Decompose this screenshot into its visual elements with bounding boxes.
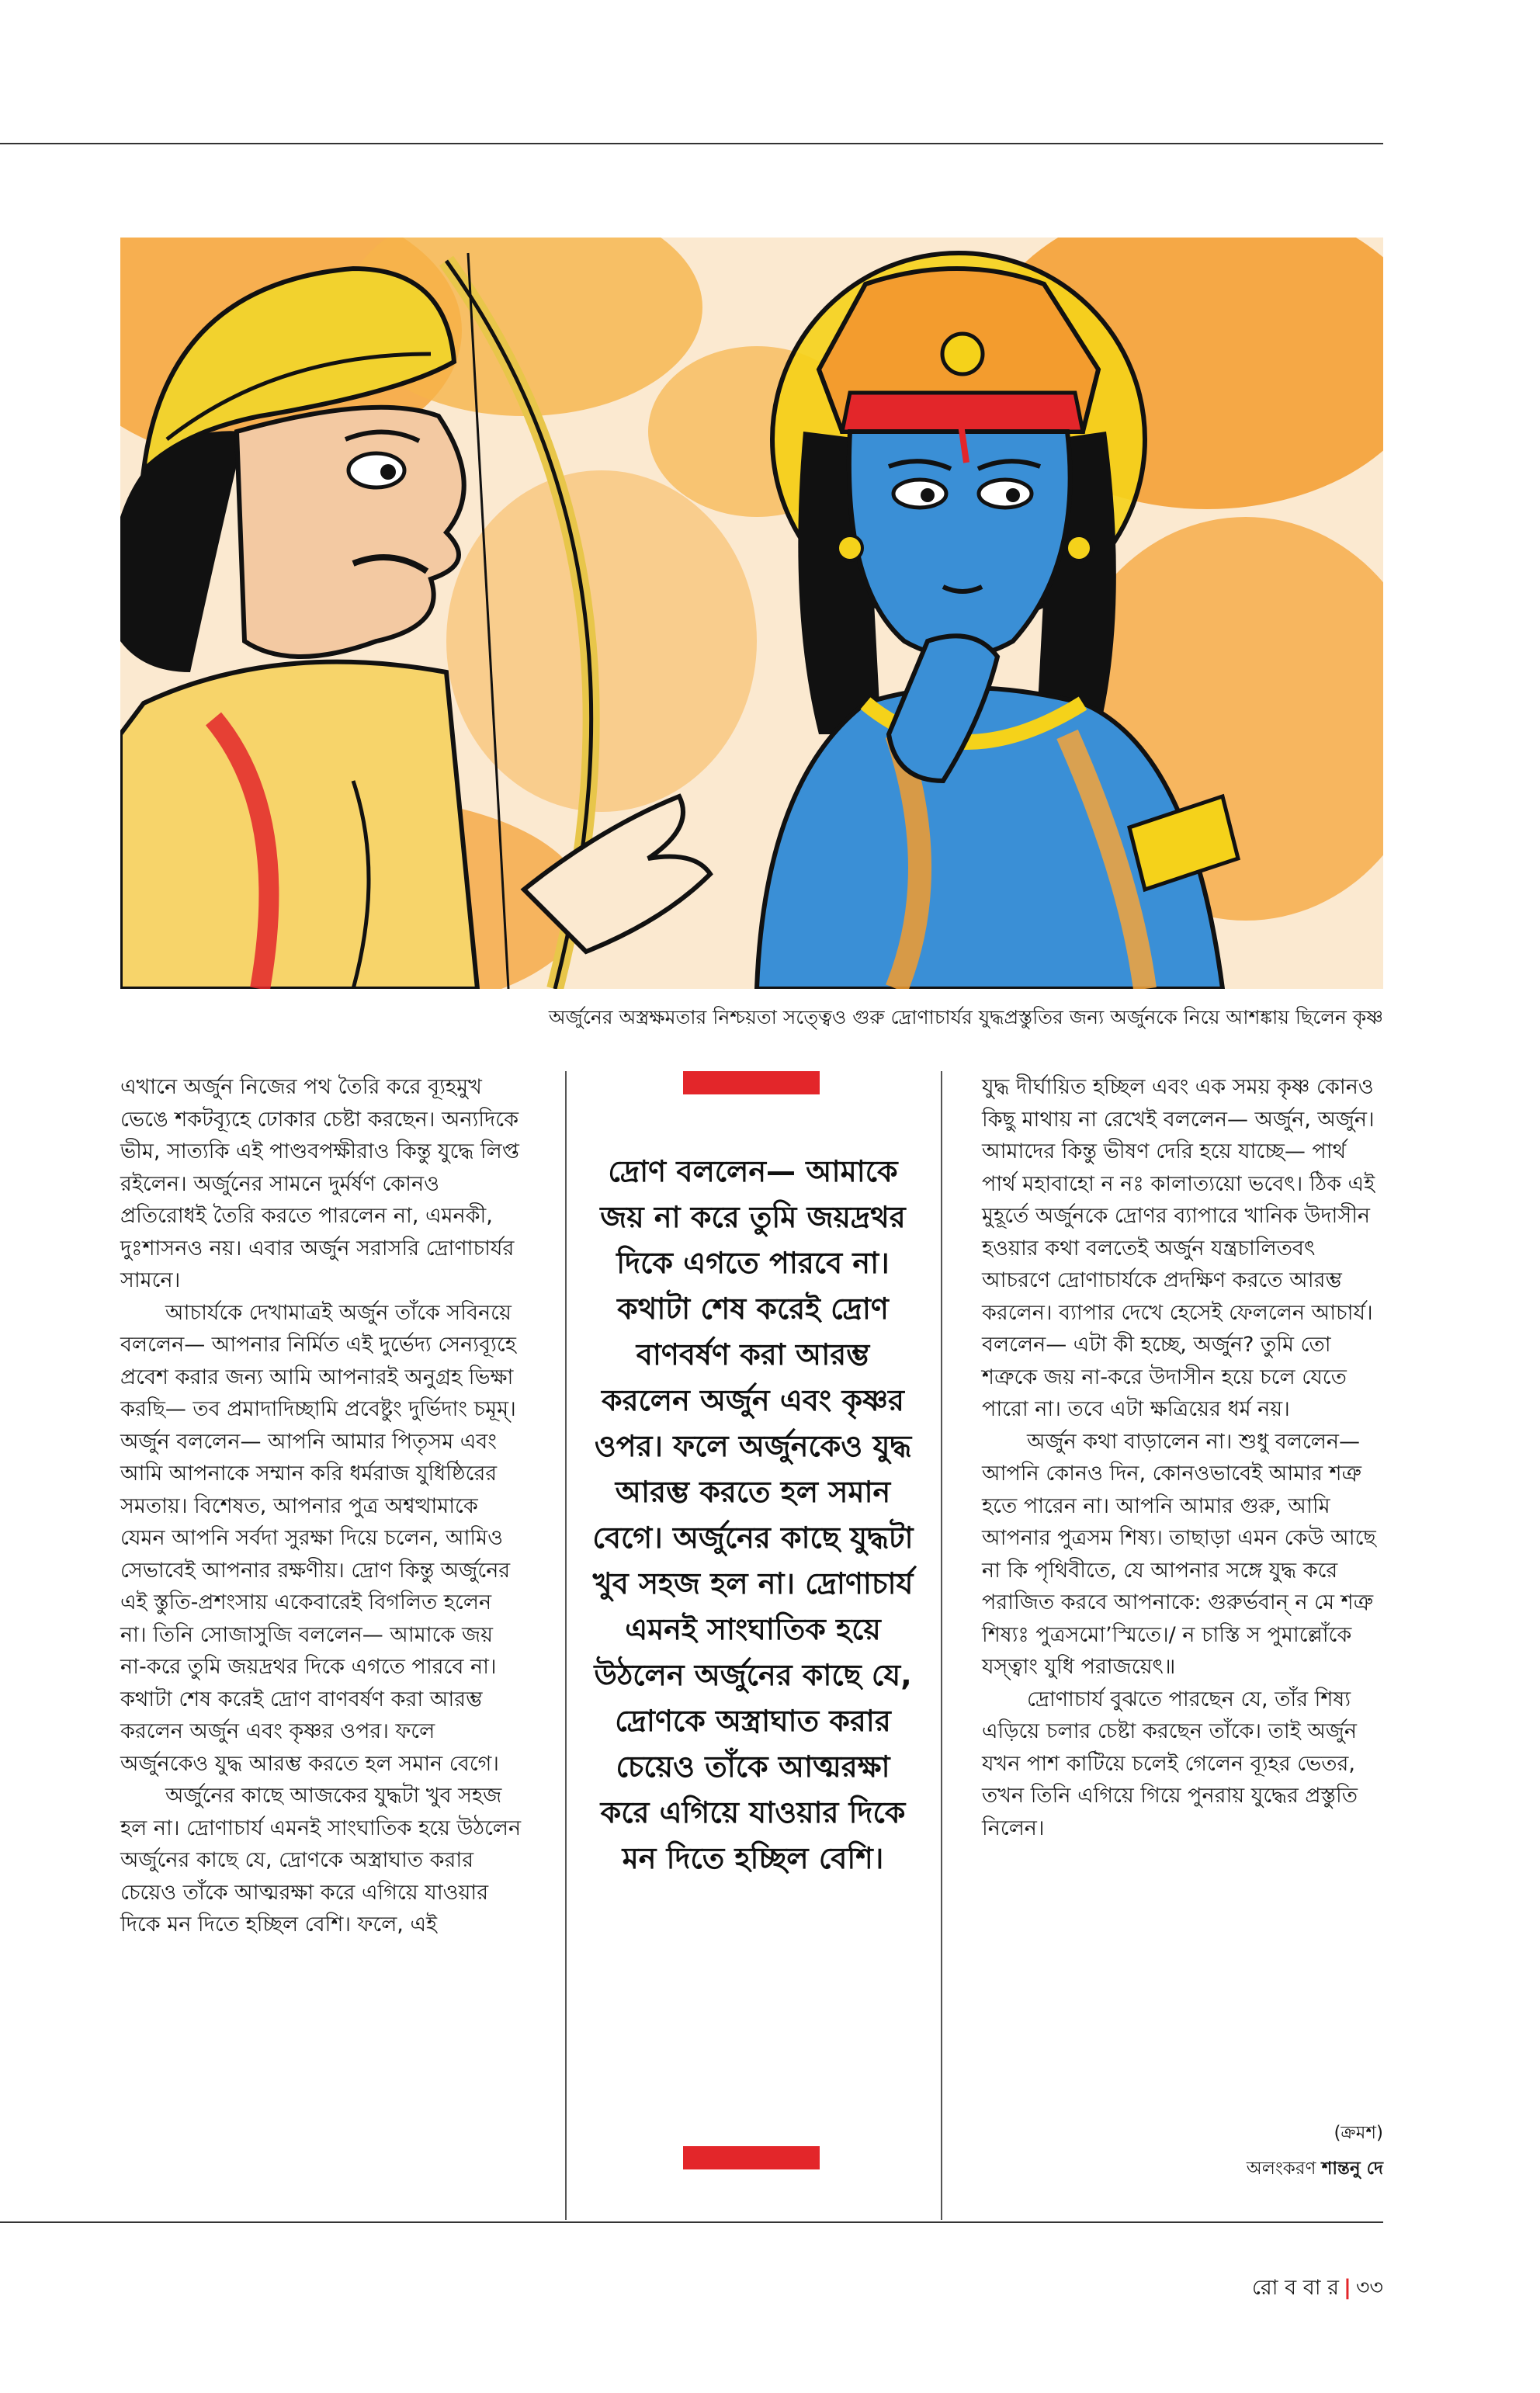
left-paragraph-1: এখানে অর্জুন নিজের পথ তৈরি করে ব্যূহমুখ ভেঙে শকটব্যূহে ঢোকার চেষ্টা করছেন। অন্যদিকে ভীম, সাত্যকি এই পাণ্ডবপক্ষীরাও কিন্তু যুদ্ধে লিপ্ত রইলেন। অর্জুনের সামনে দুর্মর্ষণ কোনও প্রতিরোধই তৈরি করতে পারলেন না, এমনকী, দুঃশাসনও নয়। এবার অর্জুন সরাসরি দ্রোণাচার্যর সামনে। (120, 1075, 519, 1292)
pull-quote: দ্রোণ বললেন— আমাকে জয় না করে তুমি জয়দ্রথর দিকে এগতে পারবে না। কথাটা শেষ করেই দ্রোণ বাণবর্ষণ করা আরম্ভ করলেন অর্জুন এবং কৃষ্ণর ওপর। ফলে অর্জুনকেও যুদ্ধ আরম্ভ করতে হল সমান বেগে। অর্জুনের কাছে যুদ্ধটা খুব সহজ হল না। দ্রোণাচার্য এমনই সাংঘাতিক হয়ে উঠলেন অর্জুনের কাছে যে, দ্রোণকে অস্ত্রাঘাত করার চেয়েও তাঁকে আত্মরক্ষা করে এগিয়ে যাওয়ার দিকে মন দিতে হচ্ছিল বেশি। (592, 1154, 914, 1875)
artist-credit-prefix: অলংকরণ (1246, 2159, 1316, 2179)
column-divider-right (941, 1071, 942, 2220)
footer-separator: | (1344, 2276, 1351, 2300)
right-paragraph-3: দ্রোণাচার্য বুঝতে পারছেন যে, তাঁর শিষ্য এড়িয়ে চলার চেষ্টা করছেন তাঁকে। তাই অর্জুন যখন পাশ কাটিয়ে চলেই গেলেন ব্যূহর ভেতর, তখন তিনি এগিয়ে গিয়ে পুনরায় যুদ্ধের প্রস্তুতি নিলেন। (982, 1687, 1358, 1840)
artist-credit (982, 2156, 1383, 2181)
illustration-arjuna-krishna (120, 238, 1383, 989)
right-paragraph-1: যুদ্ধ দীর্ঘায়িত হচ্ছিল এবং এক সময় কৃষ্ণ কোনও কিছু মাথায় না রেখেই বললেন— অর্জুন, অর্জুন। আমাদের কিন্তু ভীষণ দেরি হয়ে যাচ্ছে— পার্থ পার্থ মহাবাহো ন নঃ কালাত্যয়ো ভবেৎ। ঠিক এই মুহূর্তে অর্জুনকে দ্রোণর ব্যাপারে খানিক উদাসীন হওয়ার কথা বলতেই অর্জুন যন্ত্রচালিতবৎ আচরণে দ্রোণাচার্যকে প্রদক্ষিণ করতে আরম্ভ করলেন। ব্যাপার দেখে হেসেই ফেললেন আচার্য। বললেন— এটা কী হচ্ছে, অর্জুন? তুমি তো শত্রুকে জয় না-করে উদাসীন হয়ে চলে যেতে পারো না। তবে এটা ক্ষত্রিয়ের ধর্ম নয়। (982, 1075, 1375, 1421)
page-number: ৩৩ (1355, 2276, 1383, 2300)
pull-quote-bar-top (683, 1071, 820, 1094)
left-paragraph-3: অর্জুনের কাছে আজকের যুদ্ধটা খুব সহজ হল না। দ্রোণাচার্য এমনই সাংঘাতিক হয়ে উঠলেন অর্জুনের কাছে যে, দ্রোণকে অস্ত্রাঘাত করার চেয়েও তাঁকে আত্মরক্ষা করে এগিয়ে যাওয়ার দিকে মন দিতে হচ্ছিল বেশি। ফলে, এই (120, 1784, 522, 1937)
magazine-name: রো ব বা র (1251, 2276, 1339, 2300)
serial-note: (ক্রমশ) (1334, 2123, 1383, 2143)
bottom-rule (0, 2221, 1383, 2223)
artist-credit-name: শান্তনু দে (1321, 2159, 1383, 2179)
left-paragraph-2: আচার্যকে দেখামাত্রই অর্জুন তাঁকে সবিনয়ে বললেন— আপনার নির্মিত এই দুর্ভেদ্য সেন্যব্যূহে প্রবেশ করার জন্য আমি আপনারই অনুগ্রহ ভিক্ষা করছি— তব প্রমাদাদিচ্ছামি প্রবেষ্টুং দুর্ভিদাং চমূম্। অর্জুন বললেন— আপনি আমার পিতৃসম এবং আমি আপনাকে সম্মান করি ধর্মরাজ যুধিষ্ঠিরের সমতায়। বিশেষত, আপনার পুত্র অশ্বত্থামাকে যেমন আপনি সর্বদা সুরক্ষা দিয়ে চলেন, আমিও সেভাবেই আপনার রক্ষণীয়। দ্রোণ কিন্তু অর্জুনের এই স্তুতি-প্রশংসায় একেবারেই বিগলিত হলেন না। তিনি সোজাসুজি বললেন— আমাকে জয় না-করে তুমি জয়দ্রথর দিকে এগতে পারবে না। কথাটা শেষ করেই দ্রোণ বাণবর্ষণ করা আরম্ভ করলেন অর্জুন এবং কৃষ্ণর ওপর। ফলে অর্জুনকেও যুদ্ধ আরম্ভ করতে হল সমান বেগে। (120, 1300, 516, 1776)
illustration-artwork (120, 238, 1383, 989)
top-rule (0, 143, 1383, 144)
column-divider-left (565, 1071, 567, 2220)
left-column (120, 1071, 524, 1941)
right-column (982, 1071, 1383, 1844)
page-footer (982, 2274, 1383, 2302)
illustration-caption: অর্জুনের অস্ত্রক্ষমতার নিশ্চয়তা সত্ত্বেও গুরু দ্রোণাচার্যর যুদ্ধপ্রস্তুতির জন্য অর্জুনকে নিয়ে আশঙ্কায় ছিলেন কৃষ্ণ (548, 1006, 1383, 1028)
pull-quote-bar-bottom (683, 2146, 820, 2169)
right-paragraph-2: অর্জুন কথা বাড়ালেন না। শুধু বললেন— আপনি কোনও দিন, কোনওভাবেই আমার শত্রু হতে পারেন না। আপনি আমার গুরু, আমি আপনার পুত্রসম শিষ্য। তাছাড়া এমন কেউ আছে না কি পৃথিবীতে, যে আপনার সঙ্গে যুদ্ধ করে পরাজিত করবে আপনাকে: গুরুর্ভবান্ ন মে শত্রু শিষ্যঃ পুত্রসমো’স্মিতে।/ ন চাস্তি স পুমাল্লোঁকে যস্ত্বাং যুধি পরাজয়েৎ॥ (982, 1429, 1376, 1679)
